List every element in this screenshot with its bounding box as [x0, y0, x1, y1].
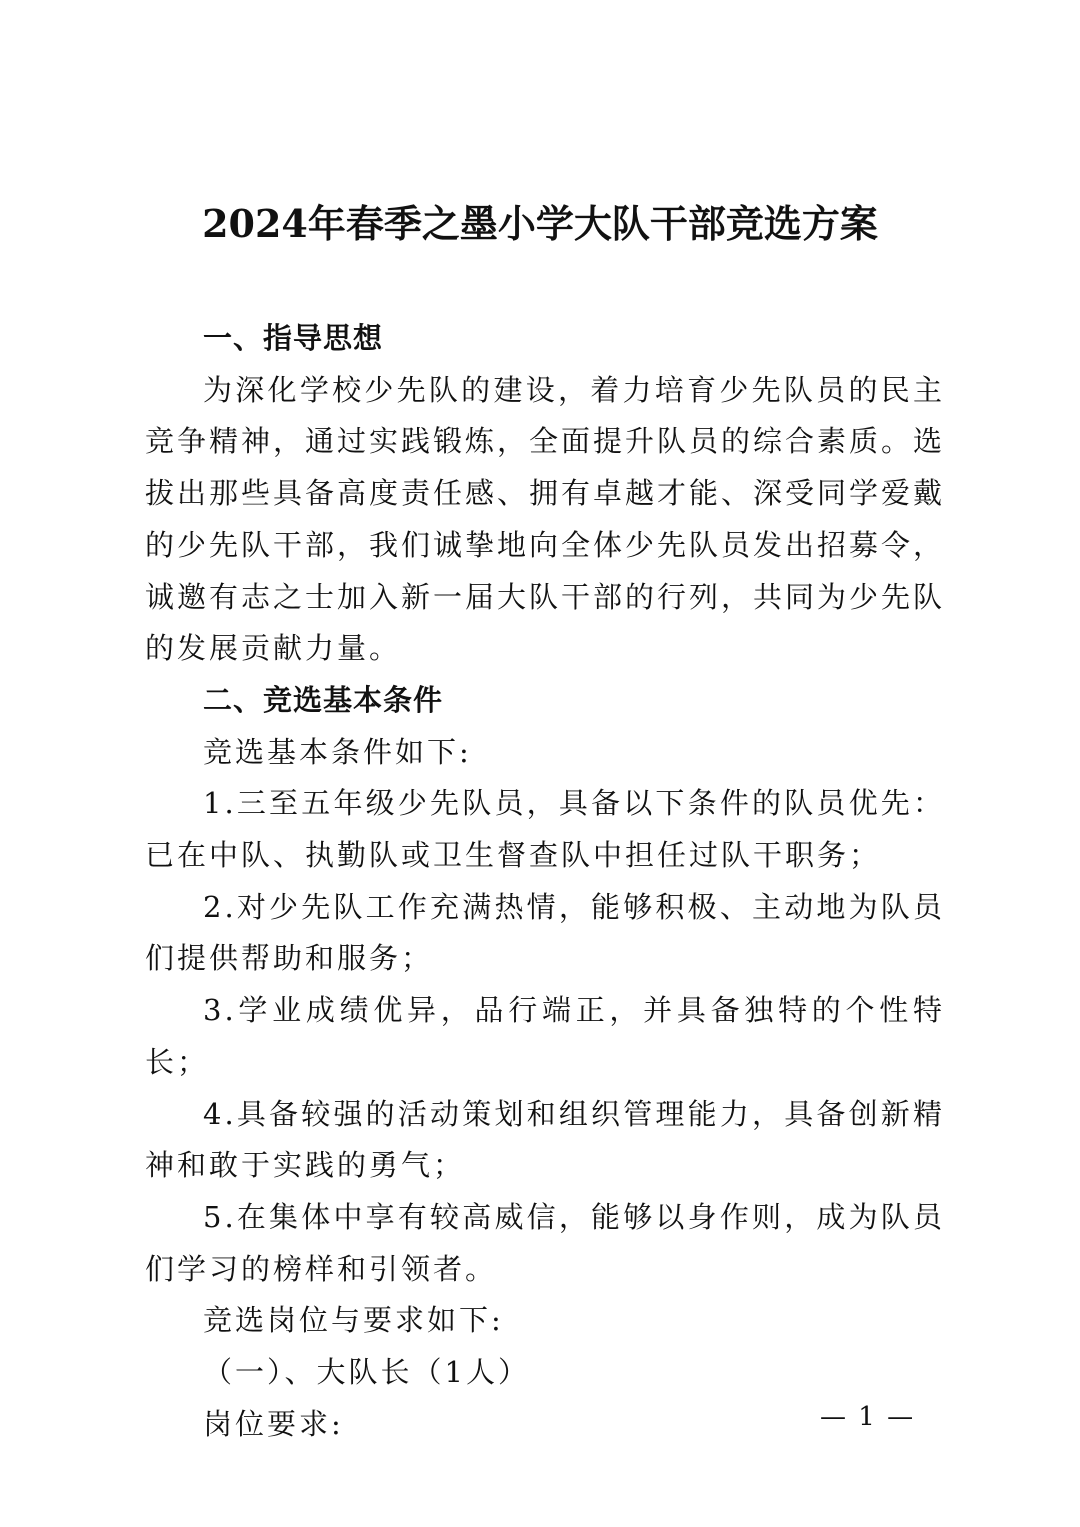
section-heading-basic-conditions: 二、竞选基本条件 — [203, 682, 444, 717]
condition-item-1: 1.三至五年级少先队员，具备以下条件的队员优先：已在中队、执勤队或卫生督查队中担任过队干职务； — [145, 786, 945, 873]
page-number: — 1 — — [820, 1402, 916, 1432]
conditions-intro: 竞选基本条件如下: — [203, 734, 472, 769]
guiding-ideology-paragraph: 为深化学校少先队的建设，着力培育少先队员的民主竞争精神，通过实践锻炼，全面提升队员的综合素质。选拔出那些具备高度责任感、拥有卓越才能、深受同学爱戴的少先队干部，我们诚挚地向全体少先队员发出招募令，诚邀有志之士加入新一届大队干部的行列，共同为少先队的发展贡献力量。 — [145, 372, 946, 666]
condition-item-4: 4.具备较强的活动策划和组织管理能力，具备创新精神和敢于实践的勇气； — [145, 1096, 945, 1183]
position-requirements-label: 岗位要求: — [203, 1406, 344, 1441]
document-title: 2024年春季之墨小学大队干部竞选方案 — [202, 201, 878, 246]
condition-item-3: 3.学业成绩优异，品行端正，并具备独特的个性特长； — [145, 993, 945, 1079]
section-heading-guiding-ideology: 一、指导思想 — [203, 321, 384, 355]
positions-intro: 竞选岗位与要求如下: — [203, 1303, 504, 1338]
document-body — [145, 313, 945, 1450]
position-brigade-leader: （一）、大队长（1人） — [203, 1355, 530, 1390]
condition-item-5: 5.在集体中享有较高威信，能够以身作则，成为队员们学习的榜样和引领者。 — [145, 1199, 945, 1286]
condition-item-2: 2.对少先队工作充满热情，能够积极、主动地为队员们提供帮助和服务； — [145, 889, 945, 976]
